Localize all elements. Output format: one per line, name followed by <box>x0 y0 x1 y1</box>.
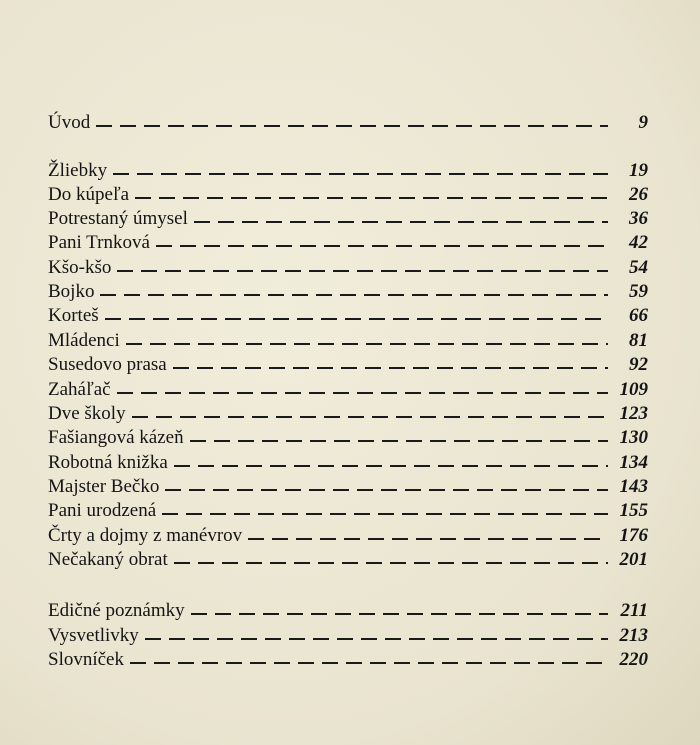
toc-entry-page: 134 <box>619 452 648 473</box>
toc-entry <box>48 158 648 182</box>
toc-entry <box>48 255 648 279</box>
toc-entry-title: Mládenci <box>48 330 120 351</box>
dash-leader <box>174 465 608 467</box>
toc-entry-page: 130 <box>619 427 648 448</box>
dash-leader <box>100 294 608 296</box>
toc-entry <box>48 523 648 547</box>
toc-entry <box>48 352 648 376</box>
toc-entry <box>48 230 648 254</box>
toc-entry-page: 42 <box>629 232 648 253</box>
toc-entry-title: Robotná knižka <box>48 452 168 473</box>
dash-leader <box>173 367 608 369</box>
toc-entry-appendix <box>48 623 648 647</box>
toc-entry-page: 155 <box>619 500 648 521</box>
toc-entry-title: Potrestaný úmysel <box>48 208 188 229</box>
dash-leader <box>113 173 608 175</box>
dash-leader <box>105 318 608 320</box>
dash-leader <box>132 416 608 418</box>
toc-entry-page: 92 <box>629 354 648 375</box>
toc-entry <box>48 206 648 230</box>
toc-entry-appendix <box>48 598 648 622</box>
dash-leader <box>174 562 608 564</box>
dash-leader <box>156 245 608 247</box>
toc-entry-title: Majster Bečko <box>48 476 160 497</box>
toc-entry <box>48 182 648 206</box>
toc-entry-page: 201 <box>619 549 648 570</box>
toc-entry-title: Do kúpeľa <box>48 184 130 205</box>
toc-entry-title: Pani Trnková <box>48 232 150 253</box>
dash-leader <box>191 613 608 615</box>
dash-leader <box>194 221 608 223</box>
toc-entry-intro <box>48 110 648 134</box>
dash-leader <box>117 392 608 394</box>
toc-entry <box>48 303 648 327</box>
toc-entry-title: Dve školy <box>48 403 126 424</box>
toc-entry-page: 176 <box>619 525 648 546</box>
toc-entry-page: 109 <box>619 379 648 400</box>
toc-entry <box>48 425 648 449</box>
dash-leader <box>190 440 608 442</box>
toc-entry <box>48 547 648 571</box>
dash-leader <box>117 270 608 272</box>
toc-entry <box>48 450 648 474</box>
toc-entry-title: Slovníček <box>48 649 124 670</box>
dash-leader <box>162 513 608 515</box>
toc-entry-title: Zaháľač <box>48 379 111 400</box>
toc-entry <box>48 498 648 522</box>
dash-leader <box>126 343 608 345</box>
toc-entry-title: Úvod <box>48 112 91 133</box>
toc-entry-title: Kšo-kšo <box>48 257 112 278</box>
toc-entry <box>48 401 648 425</box>
dash-leader <box>165 489 608 491</box>
toc-entry-title: Pani urodzená <box>48 500 157 521</box>
toc-entry-page: 220 <box>619 649 648 670</box>
toc-entry-page: 211 <box>620 600 648 621</box>
toc-entry-title: Vysvetlivky <box>48 625 139 646</box>
toc-entry-title: Nečakaný obrat <box>48 549 168 570</box>
toc-entry <box>48 474 648 498</box>
dash-leader <box>248 538 608 540</box>
toc-entry-title: Fašiangová kázeň <box>48 427 184 448</box>
toc-entry-page: 81 <box>629 330 648 351</box>
toc-entry-title: Žliebky <box>48 160 108 181</box>
dash-leader <box>135 197 608 199</box>
toc-entry-title: Bojko <box>48 281 95 302</box>
dash-leader <box>145 638 608 640</box>
toc-entry-page: 26 <box>629 184 648 205</box>
toc-entry-page: 59 <box>629 281 648 302</box>
toc-entry-page: 9 <box>638 112 648 133</box>
toc-entry-appendix <box>48 647 648 671</box>
toc-entry-title: Korteš <box>48 305 99 326</box>
toc-entry-page: 123 <box>619 403 648 424</box>
toc-entry <box>48 377 648 401</box>
toc-entry <box>48 279 648 303</box>
toc-entry-title: Edičné poznámky <box>48 600 185 621</box>
toc-entry-page: 66 <box>629 305 648 326</box>
toc-entry-title: Črty a dojmy z manévrov <box>48 525 243 546</box>
toc-entry-page: 19 <box>629 160 648 181</box>
dash-leader <box>130 662 608 664</box>
toc-entry-page: 143 <box>619 476 648 497</box>
dash-leader <box>96 125 608 127</box>
toc-entry <box>48 328 648 352</box>
toc-entry-page: 213 <box>619 625 648 646</box>
toc-entry-page: 54 <box>629 257 648 278</box>
toc-entry-title: Susedovo prasa <box>48 354 167 375</box>
toc-entry-page: 36 <box>629 208 648 229</box>
